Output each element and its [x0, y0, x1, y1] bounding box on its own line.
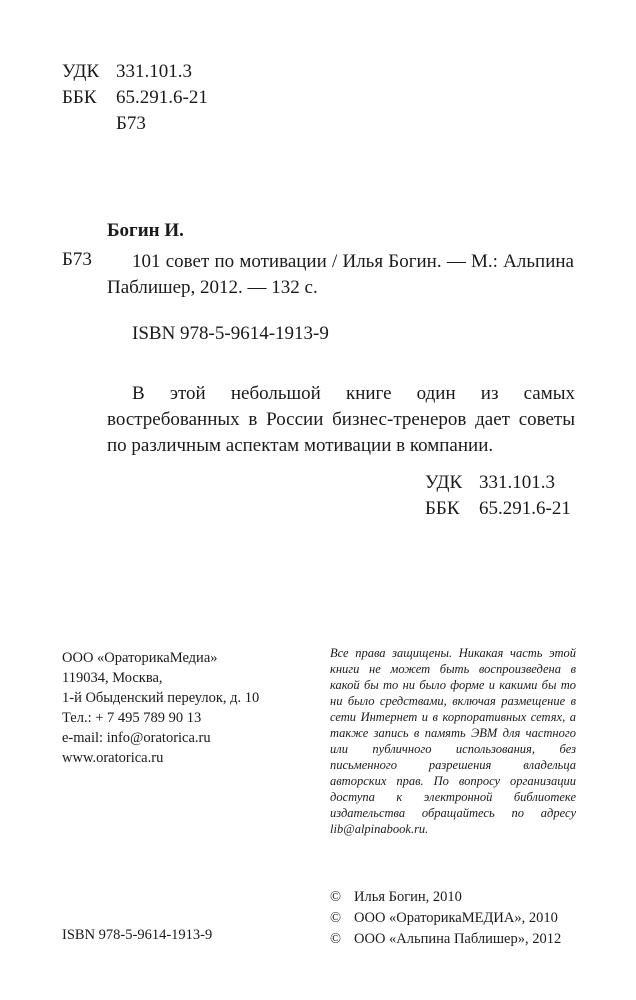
publisher-email[interactable]: e-mail: info@oratorica.ru: [62, 730, 211, 746]
catalog-udk-line: [425, 470, 571, 496]
top-udk-label: УДК: [62, 61, 100, 82]
catalog-author: Богин И.: [107, 220, 184, 241]
publisher-address-line2: 1-й Обыденский переулок, д. 10: [62, 690, 260, 706]
catalog-isbn: ISBN 978-5-9614-1913-9: [132, 323, 329, 344]
catalog-udk-value: 331.101.3: [479, 472, 555, 493]
copyright-text: ООО «Альпина Паблишер», 2012: [354, 931, 562, 947]
copyright-text: ООО «ОраторикаМЕДИА», 2010: [354, 910, 558, 926]
top-author-mark-line: [62, 111, 208, 137]
top-classification: [62, 59, 208, 137]
catalog-bbk-value: 65.291.6-21: [479, 498, 571, 519]
top-author-mark: Б73: [116, 113, 146, 134]
catalog-udk-label: УДК: [425, 472, 463, 493]
copyright-symbol: ©: [330, 889, 342, 905]
top-bbk-line: [62, 85, 208, 111]
catalog-annotation: В этой небольшой книге один из самых востребованных в России бизнес-тренеров дает советы по различным аспектам мотивации в компании.: [107, 383, 575, 456]
publisher-name: ООО «ОраторикаМедиа»: [62, 650, 218, 666]
top-bbk-value: 65.291.6-21: [116, 87, 208, 108]
bottom-isbn: ISBN 978-5-9614-1913-9: [62, 927, 213, 943]
catalog-bbk-line: [425, 496, 571, 522]
publisher-phone: Тел.: + 7 495 789 90 13: [62, 710, 202, 726]
top-udk-line: [62, 59, 208, 85]
copyright-line: [330, 929, 561, 950]
publisher-website[interactable]: www.oratorica.ru: [62, 750, 164, 766]
rights-notice: Все права защищены. Никакая часть этой книги не может быть воспроизведена в какой бы то ни было форме и какими бы то ни было средствами, включая размещение в сети Интернет и в корпоративных сетях, а также запись в память ЭВМ для частного или публичного использования, без письменного разрешения владельца авторских прав. По вопросу организации доступа к электронной библиотеке издательства обращайтесь по адресу lib@alpinabook.ru.: [330, 646, 576, 836]
catalog-bbk-label: ББК: [425, 498, 460, 519]
catalog-bibliographic-entry: 101 совет по мотивации / Илья Богин. — М.: Альпина Паблишер, 2012. — 132 с.: [107, 251, 574, 298]
copyright-line: [330, 908, 561, 929]
top-udk-value: 331.101.3: [116, 61, 192, 82]
catalog-classification: [425, 470, 571, 522]
copyright-symbol: ©: [330, 910, 342, 926]
copyright-line: [330, 887, 561, 908]
top-bbk-label: ББК: [62, 87, 97, 108]
copyright-list: [330, 887, 561, 950]
catalog-author-code: Б73: [62, 249, 92, 270]
publisher-info: [62, 648, 259, 768]
copyright-text: Илья Богин, 2010: [354, 889, 462, 905]
copyright-symbol: ©: [330, 931, 342, 947]
publisher-address-line1: 119034, Москва,: [62, 670, 163, 686]
